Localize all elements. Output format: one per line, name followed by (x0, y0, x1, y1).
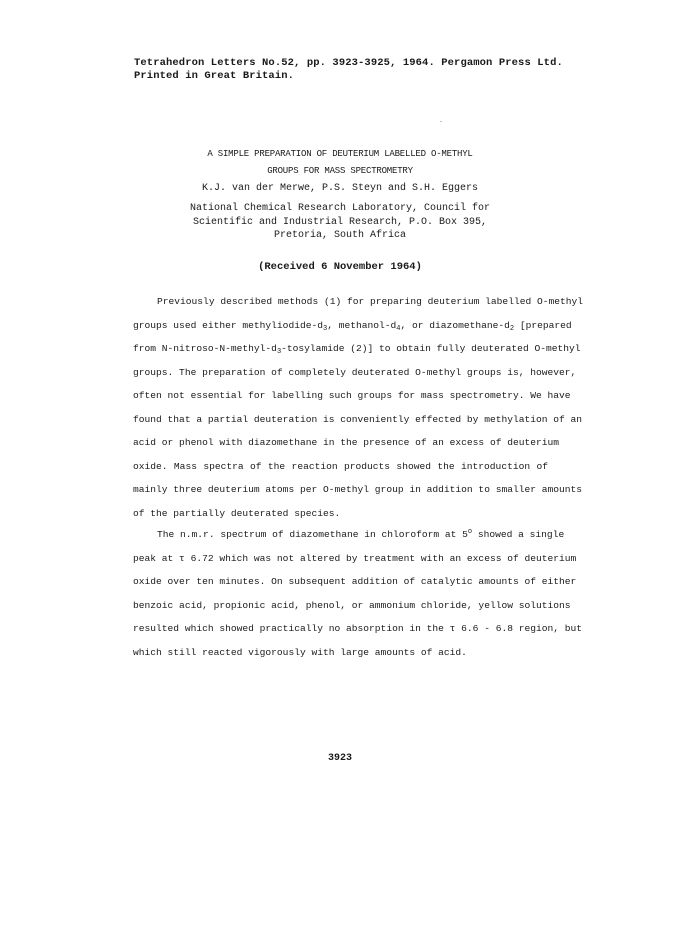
text-line: The n.m.r. spectrum of diazomethane in chloroform at 5$^o$ showed a single (157, 528, 565, 540)
title-line-2: GROUPS FOR MASS SPECTROMETRY (267, 166, 413, 176)
text-line: acid or phenol with diazomethane in the presence of an excess of deuterium (133, 437, 560, 448)
text-line: peak at τ 6.72 which was not altered by treatment with an excess of deuterium (133, 552, 577, 564)
journal-header (134, 57, 563, 83)
text-line: often not essential for labelling such groups for mass spectrometry. We have (133, 390, 571, 401)
paragraph-2 (133, 523, 583, 664)
affiliation (0, 202, 680, 243)
text-line: mainly three deuterium atoms per O-methyl group in addition to smaller amounts (133, 484, 583, 495)
paragraph-1 (133, 290, 584, 525)
received-date: (Received 6 November 1964) (258, 261, 422, 273)
text-line: groups used either methyliodide-$d_3$, methanol-$d_4$, or diazomethane-$d_2$ [prepared (133, 319, 572, 333)
text-line: groups. The preparation of completely deuterated O-methyl groups is, however, (133, 366, 577, 378)
scan-speck (440, 121, 442, 122)
text-line: which still reacted vigorously with large amounts of acid. (133, 646, 467, 658)
journal-citation: Tetrahedron Letters No.52, pp. 3923-3925, 1964. Pergamon Press Ltd. (134, 57, 563, 69)
text-line: oxide over ten minutes. On subsequent addition of catalytic amounts of either (133, 576, 577, 587)
text-line: resulted which showed practically no absorption in the τ 6.6 - 6.8 region, but (133, 623, 583, 634)
article-title (0, 146, 680, 180)
page-number: 3923 (327, 753, 352, 764)
affiliation-line-3: Pretoria, South Africa (273, 230, 407, 241)
affiliation-line-1: National Chemical Research Laboratory, Council for (189, 203, 491, 214)
text-line: of the partially deuterated species. (133, 507, 341, 519)
text-line: Previously described methods (1) for preparing deuterium labelled O-methyl (157, 296, 584, 307)
text-line: benzoic acid, propionic acid, phenol, or ammonium chloride, yellow solutions (133, 599, 571, 611)
printed-notice: Printed in Great Britain. (134, 70, 295, 82)
authors: K.J. van der Merwe, P.S. Steyn and S.H. Eggers (201, 183, 479, 194)
text-line: oxide. Mass spectra of the reaction products showed the introduction of (133, 460, 548, 472)
affiliation-line-2: Scientific and Industrial Research, P.O. Box 395, (192, 216, 488, 228)
text-line: found that a partial deuteration is conveniently effected by methylation of an (133, 413, 583, 425)
text-line: from $N-nitroso-N-methyl-d_3$-tosylamide (2)] to obtain fully deuterated O-methyl (133, 343, 581, 356)
title-line-1: A SIMPLE PREPARATION OF DEUTERIUM LABELLED O-METHYL (207, 149, 473, 159)
